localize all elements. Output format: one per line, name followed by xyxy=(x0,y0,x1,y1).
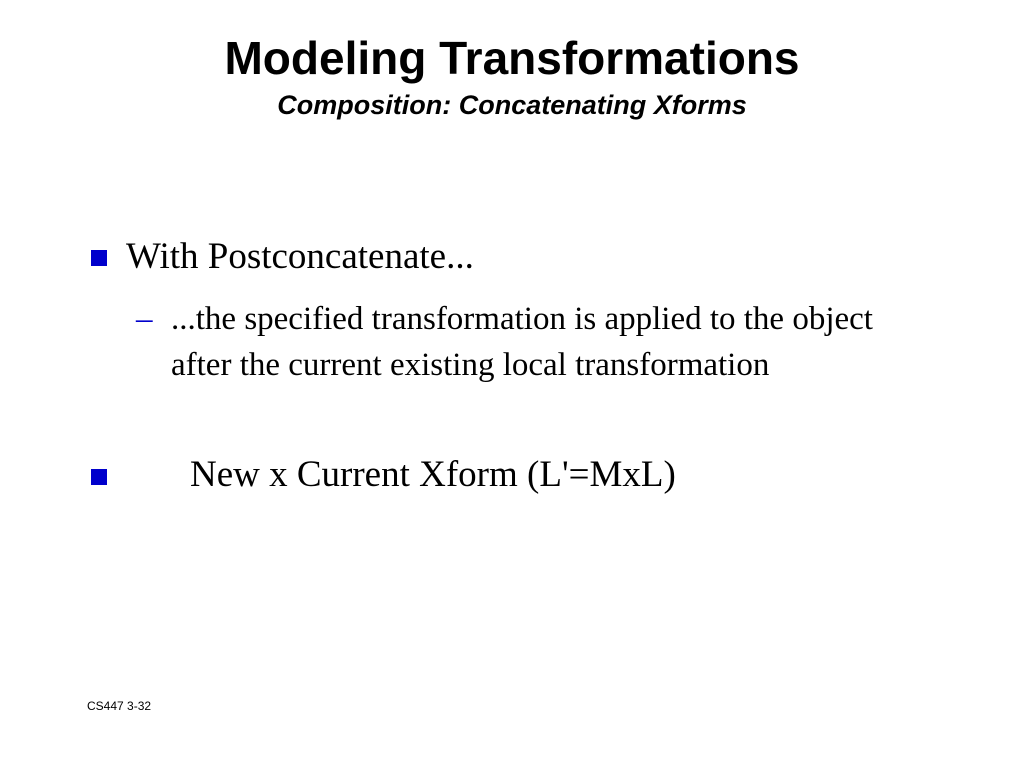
square-bullet-icon xyxy=(91,469,107,485)
slide-title: Modeling Transformations xyxy=(224,32,800,84)
bullet-text: With Postconcatenate... xyxy=(126,236,474,277)
bullet-item xyxy=(88,453,888,503)
sub-bullet-item xyxy=(136,296,936,436)
bullet-item xyxy=(88,235,888,285)
sub-bullet-text: ...the specified transformation is applied to the object after the current existing local transformation xyxy=(171,301,873,383)
slide-footer: CS447 3-32 xyxy=(87,699,152,713)
square-bullet-icon xyxy=(91,250,107,266)
dash-bullet-icon: – xyxy=(136,301,153,337)
bullet-text: New x Current Xform (L'=MxL) xyxy=(190,454,676,495)
slide-subtitle: Composition: Concatenating Xforms xyxy=(277,90,747,120)
